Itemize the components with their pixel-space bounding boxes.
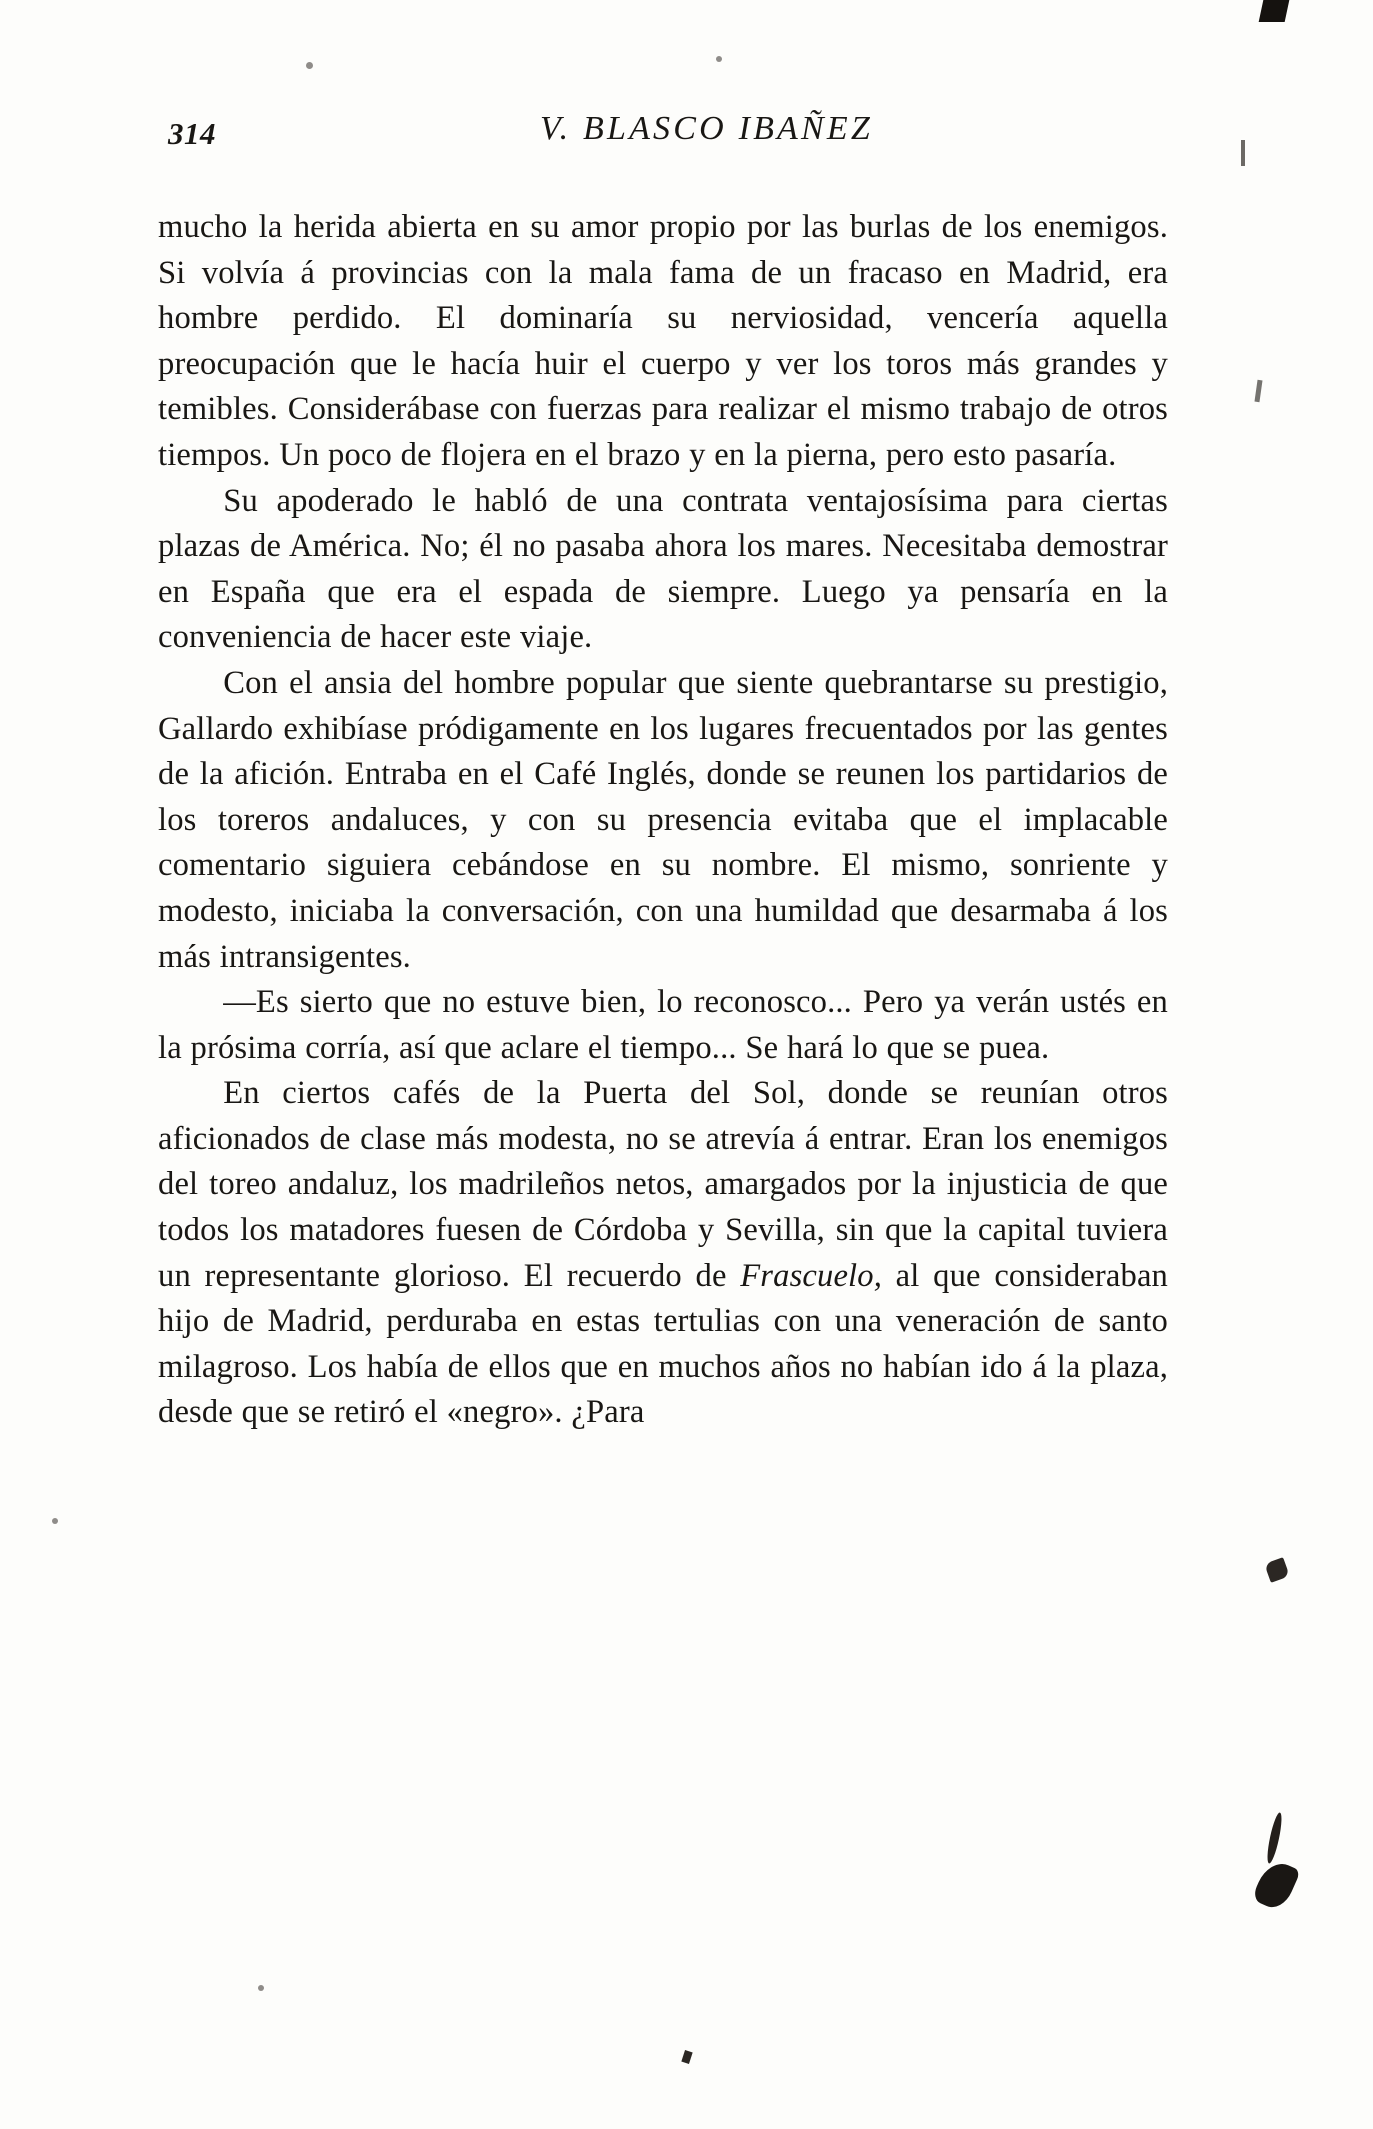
- corner-smudge-mark: [1259, 0, 1290, 22]
- paragraph-2: Su apoderado le habló de una contrata ventajosísima para ciertas plazas de América. No; él no pasaba ahora los mares. Necesitaba demostrar en España que era el espada de siempre. Luego ya pensaría en la conveniencia de hacer este viaje.: [158, 482, 1168, 656]
- page-number: 314: [168, 116, 216, 151]
- margin-mark-right-1: [1241, 140, 1245, 166]
- running-head-title: V. BLASCO IBAÑEZ: [540, 110, 873, 147]
- paragraph-3: Con el ansia del hombre popular que siente quebrantarse su prestigio, Gallardo exhibíase pródigamente en los lugares frecuentados por las gentes de la afición. Entraba en el Café Inglés, donde se reunen los partidarios de los toreros andaluces, y con su presencia evitaba que el implacable comentario siguiera cebándose en su nombre. El mismo, sonriente y modesto, iniciaba la conversación, con una humildad que desarmaba á los más intransigentes.: [158, 664, 1168, 975]
- margin-mark-bottom-1: [681, 2050, 692, 2064]
- speck-bottom: [258, 1985, 264, 1991]
- margin-mark-right-4: [1265, 1812, 1285, 1865]
- paragraph-5-part-1: En ciertos cafés de la Puerta del Sol, donde se reunían otros aficionados de clase más modesta, no se atrevía á entrar. Eran los enemigos del toreo andaluz, los madrileños netos, amargados por la injusticia de que todos los matadores fuesen de Córdoba y Sevilla, sin que la capital tuviera un representante glorioso. El recuerdo de: [158, 1075, 1168, 1294]
- paragraph-4-dialogue: —Es sierto que no estuve bien, lo reconosco... Pero ya verán ustés en la prósima corría, así que aclare el tiempo... Se hará lo que se puea.: [158, 984, 1168, 1066]
- speck-left-top: [306, 62, 313, 69]
- title-frascuelo: Frascuelo,: [740, 1257, 882, 1294]
- speck-top: [716, 56, 722, 62]
- margin-mark-right-5: [1251, 1857, 1301, 1913]
- paragraph-5: [158, 1071, 1168, 1436]
- paragraph-1: mucho la herida abierta en su amor propio por las burlas de los enemigos. Si volvía á provincias con la mala fama de un fracaso en Madrid, era hombre perdido. El dominaría su nerviosidad, vencería aquella preocupación que le hacía huir el cuerpo y ver los toros más grandes y temibles. Considerábase con fuerzas para realizar el mismo trabajo de otros tiempos. Un poco de flojera en el brazo y en la pierna, pero esto pasaría.: [158, 209, 1168, 473]
- speck-left-mid: [52, 1518, 58, 1524]
- paragraph-5-part-2: al que consideraban hijo de Madrid, perduraba en estas tertulias con una veneración de santo milagroso. Los había de ellos que en muchos años no habían ido á la plaza, desde que se retiró el «negro». ¿Para: [158, 1257, 1168, 1431]
- page-header: [168, 110, 1205, 160]
- body-text-column: [158, 205, 1168, 1436]
- margin-mark-right-2: [1254, 380, 1262, 402]
- margin-mark-right-3: [1264, 1557, 1290, 1583]
